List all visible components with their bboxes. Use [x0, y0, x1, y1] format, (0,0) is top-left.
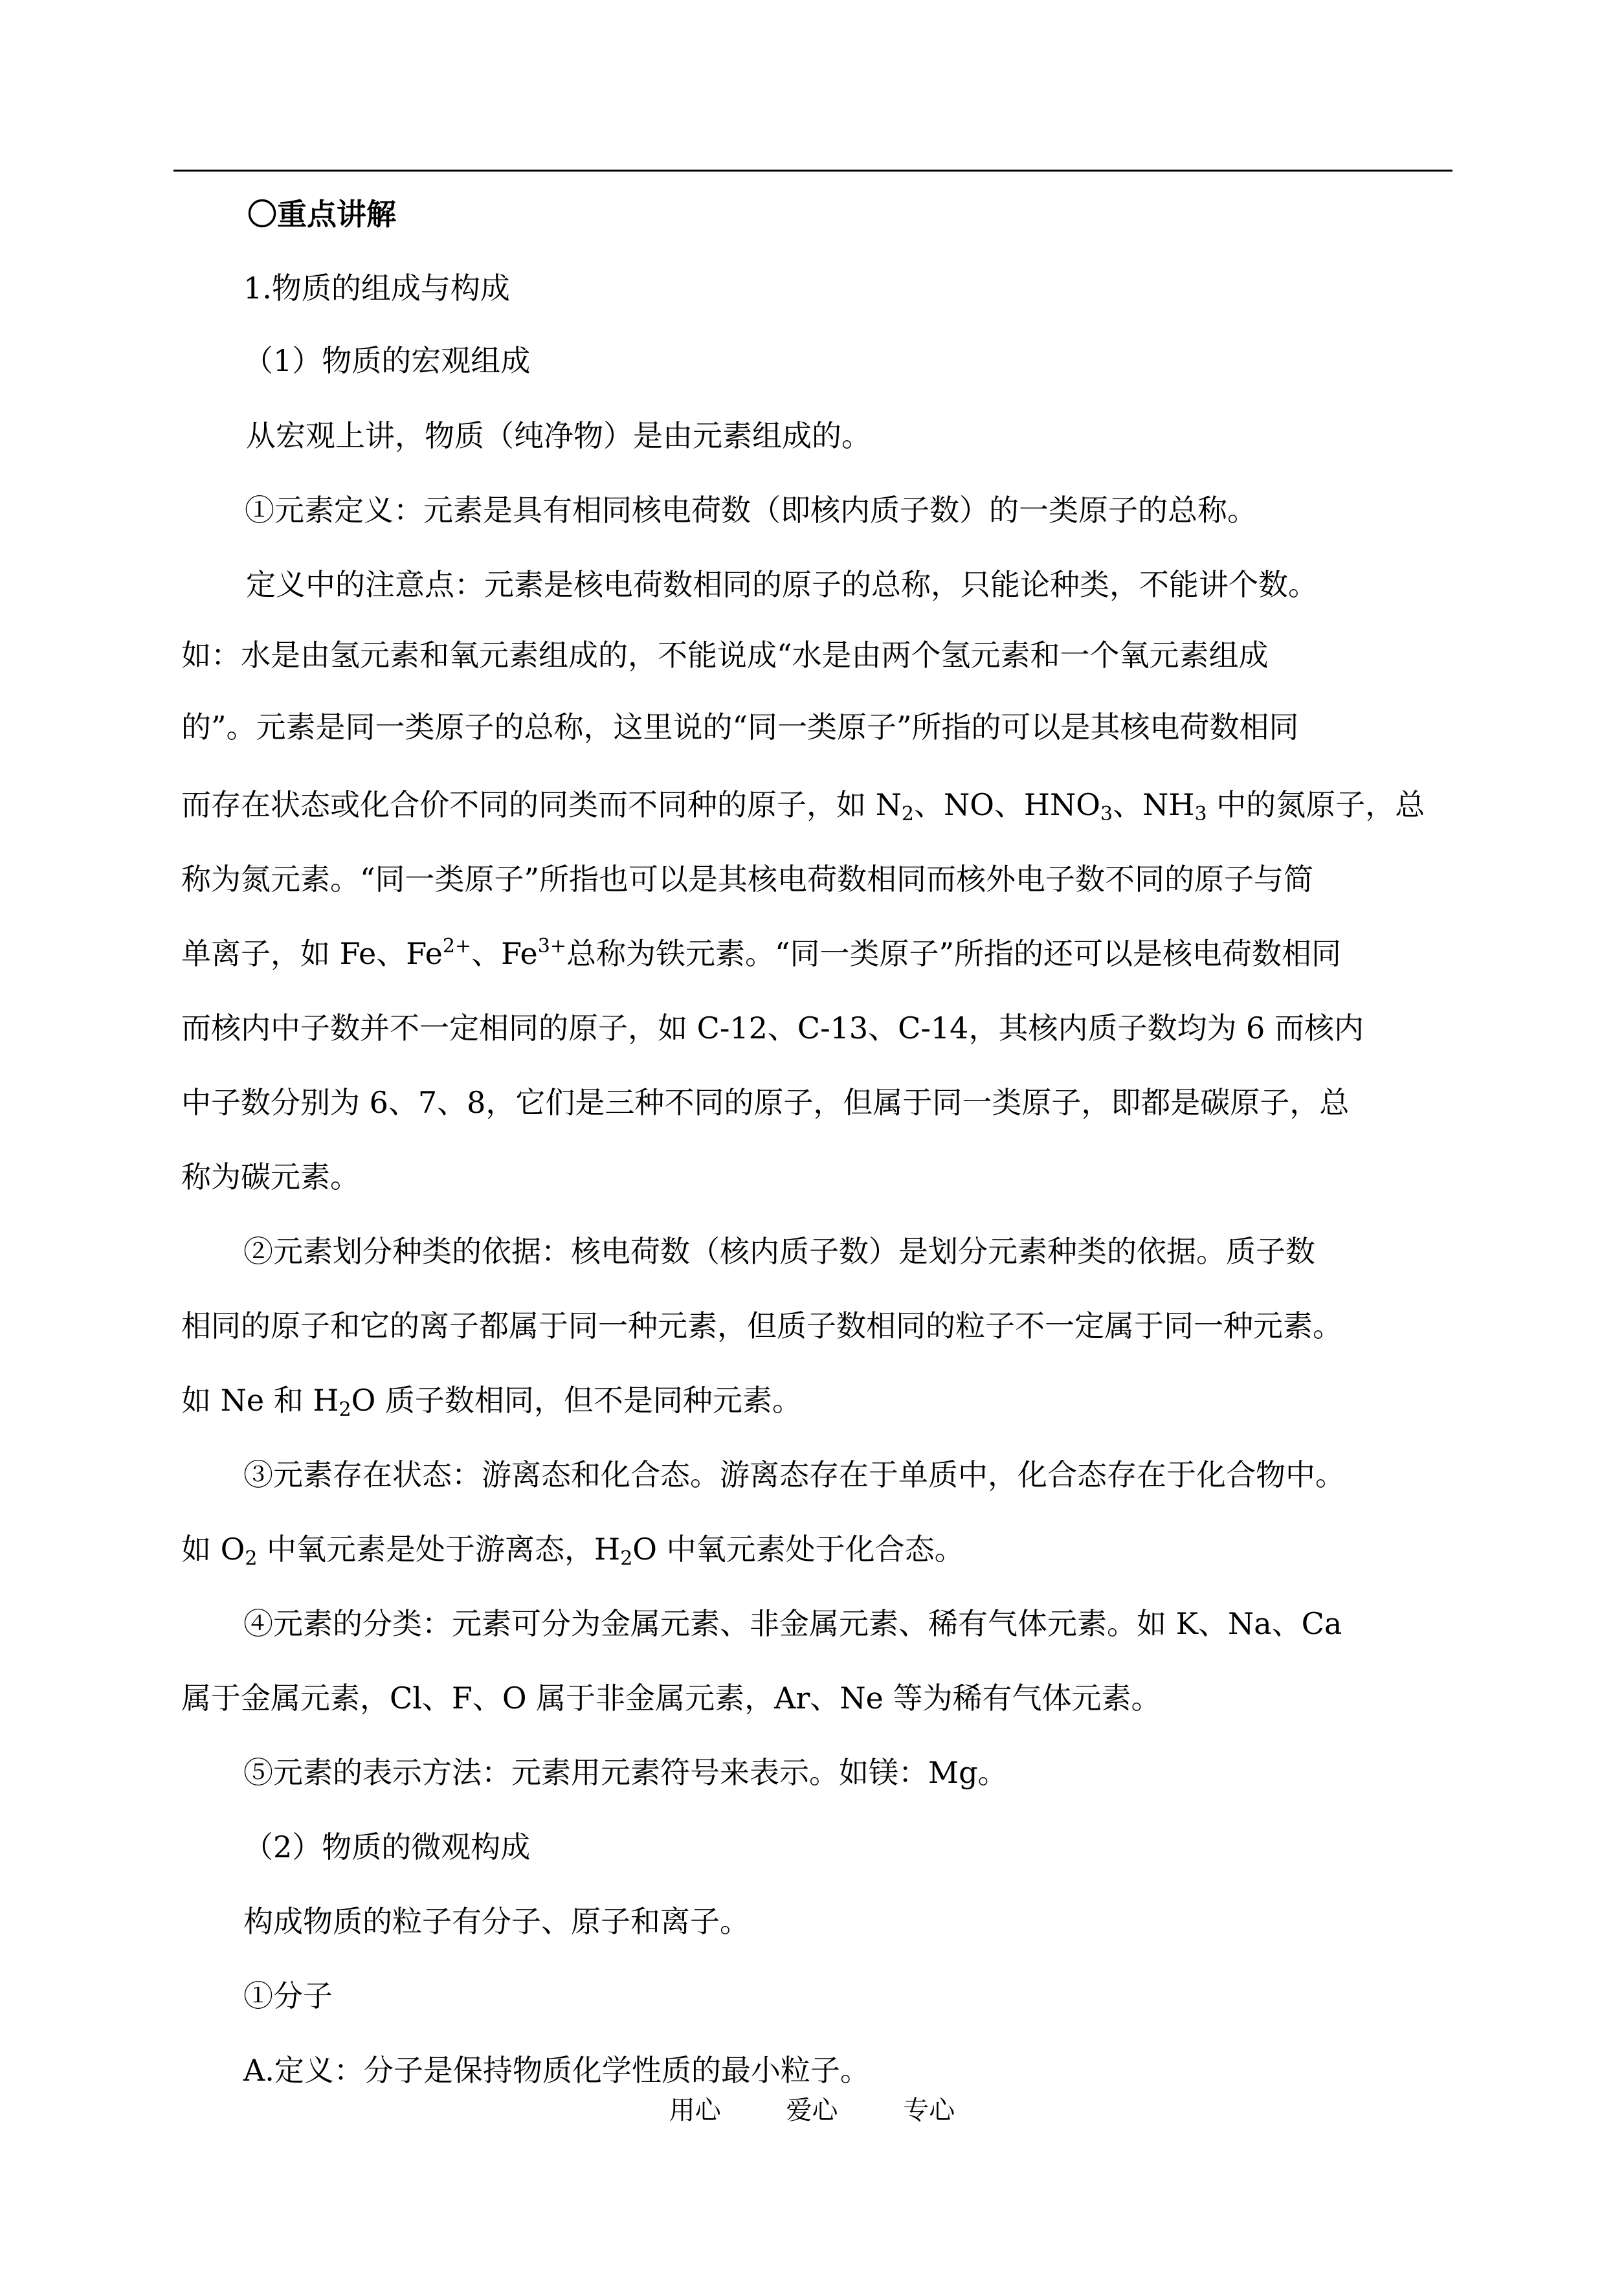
footer-word: 爱心: [786, 2096, 838, 2125]
text-line: 构成物质的粒子有分子、原子和离子。: [243, 1904, 750, 1939]
text-line: （2）物质的微观构成: [243, 1829, 531, 1864]
page-footer: [0, 2092, 1624, 2129]
text-line: 如 Ne 和 $H_2O$ 质子数相同，但不是同种元素。: [181, 1383, 802, 1421]
text-line: 称为碳元素。: [181, 1159, 360, 1194]
footer-word: 用心: [669, 2096, 721, 2125]
text-line: 而核内中子数并不一定相同的原子，如 C-12、C-13、C-14，其核内质子数均为 6 而核内: [181, 1011, 1364, 1046]
text-line: 从宏观上讲，物质（纯净物）是由元素组成的。: [246, 418, 871, 453]
text-line: A.定义：分子是保持物质化学性质的最小粒子。: [243, 2053, 870, 2088]
text-line: 如：水是由氢元素和氧元素组成的，不能说成“水是由两个氢元素和一个氧元素组成: [181, 638, 1269, 673]
text-line: ③元素存在状态：游离态和化合态。游离态存在于单质中，化合态存在于化合物中。: [243, 1457, 1345, 1492]
text-line: （1）物质的宏观组成: [243, 343, 531, 378]
text-line: ④元素的分类：元素可分为金属元素、非金属元素、稀有气体元素。如 K、Na、Ca: [243, 1606, 1342, 1641]
text-line: 称为氮元素。“同一类原子”所指也可以是其核电荷数相同而核外电子数不同的原子与简: [181, 862, 1314, 897]
text-line: 而存在状态或化合价不同的同类而不同种的原子，如 $N_2$、NO、$HNO_3$、$NH_3$ 中的氮原子，总: [181, 787, 1425, 825]
text-line: ①元素定义：元素是具有相同核电荷数（即核内质子数）的一类原子的总称。: [245, 493, 1257, 528]
text-line: 中子数分别为 6、7、8，它们是三种不同的原子，但属于同一类原子，即都是碳原子，总: [181, 1085, 1350, 1120]
footer-word: 专心: [903, 2096, 955, 2125]
section-heading: 〇重点讲解: [247, 197, 396, 232]
text-line: ②元素划分种类的依据：核电荷数（核内质子数）是划分元素种类的依据。质子数: [243, 1234, 1315, 1269]
text-line: 相同的原子和它的离子都属于同一种元素，但质子数相同的粒子不一定属于同一种元素。: [181, 1308, 1342, 1343]
text-line: 属于金属元素，Cl、F、O 属于非金属元素，Ar、Ne 等为稀有气体元素。: [181, 1681, 1161, 1716]
text-line: ①分子: [243, 1978, 333, 2013]
text-line: 1.物质的组成与构成: [243, 271, 510, 306]
text-line: 如 $O_2$ 中氧元素是处于游离态，$H_2O$ 中氧元素处于化合态。: [181, 1532, 964, 1570]
header-rule: [173, 170, 1452, 172]
text-line: ⑤元素的表示方法：元素用元素符号来表示。如镁：Mg。: [243, 1755, 1008, 1790]
text-line: 单离子，如 Fe、$Fe^{2+}$、$Fe^{3+}$总称为铁元素。“同一类原子”所指的还可以是核电荷数相同: [181, 935, 1342, 971]
text-line: 定义中的注意点：元素是核电荷数相同的原子的总称，只能论种类，不能讲个数。: [246, 567, 1318, 602]
text-line: 的”。元素是同一类原子的总称，这里说的“同一类原子”所指的可以是其核电荷数相同: [181, 710, 1299, 744]
